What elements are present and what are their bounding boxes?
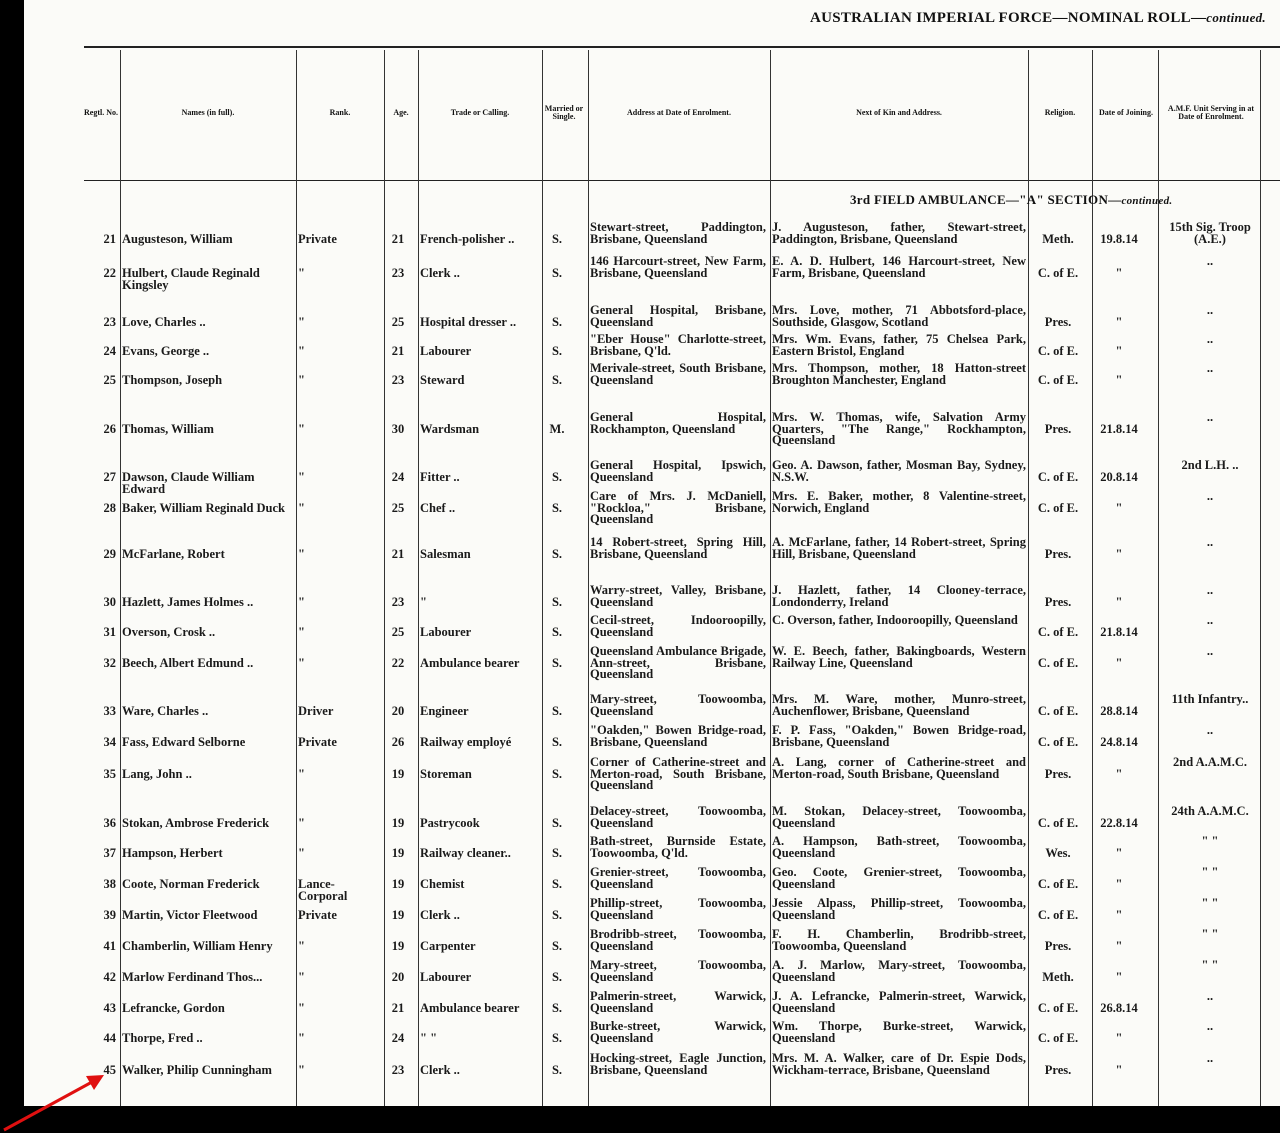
cell-address: Queensland Ambulance Brigade, Ann-street, Brisbane, Queensland xyxy=(590,644,766,681)
cell-date: 19.8.14 xyxy=(1100,232,1138,246)
cell-address: Care of Mrs. J. McDaniell, "Rockloa," Brisbane, Queensland xyxy=(590,489,766,526)
cell-ms: S. xyxy=(551,656,563,670)
cell-no: 37 xyxy=(103,846,116,860)
cell-trade: Fitter .. xyxy=(420,470,460,484)
cell-address: Phillip-street, Toowoomba, Queensland xyxy=(590,896,766,922)
cell-ms: S. xyxy=(551,373,563,387)
cell-address: Stewart-street, Paddington, Brisbane, Queensland xyxy=(590,220,766,246)
cell-address: Grenier-street, Toowoomba, Queensland xyxy=(590,865,766,891)
column-header: Names (in full). xyxy=(181,107,235,117)
cell-unit: " " xyxy=(1201,834,1219,848)
cell-no: 41 xyxy=(103,939,116,953)
section-title xyxy=(850,192,1172,208)
cell-rank: " xyxy=(298,422,305,436)
cell-date: 26.8.14 xyxy=(1100,1001,1138,1015)
cell-rank: " xyxy=(298,315,305,329)
cell-rank: " xyxy=(298,470,305,484)
cell-nok: Mrs. M. Ware, mother, Munro-street, Auchenflower, Brisbane, Queensland xyxy=(772,692,1026,718)
cell-nok: A. J. Marlow, Mary-street, Toowoomba, Queensland xyxy=(772,958,1026,984)
cell-date: " xyxy=(1115,547,1123,561)
cell-nok: A. Hampson, Bath-street, Toowoomba, Queensland xyxy=(772,834,1026,860)
cell-unit: 2nd A.A.M.C. xyxy=(1173,755,1247,769)
column-header: Age. xyxy=(393,107,409,117)
cell-age: 25 xyxy=(391,315,405,329)
cell-no: 25 xyxy=(103,373,116,387)
cell-date: " xyxy=(1115,877,1123,891)
cell-trade: Railway cleaner.. xyxy=(420,846,511,860)
cell-religion: C. of E. xyxy=(1037,470,1079,484)
cell-no: 36 xyxy=(103,816,116,830)
cell-no: 39 xyxy=(103,908,116,922)
cell-date: " xyxy=(1115,846,1123,860)
cell-ms: S. xyxy=(551,470,563,484)
cell-rank: " xyxy=(298,1031,305,1045)
cell-age: 23 xyxy=(391,595,405,609)
scan-left-margin xyxy=(0,0,24,1133)
cell-rank: " xyxy=(298,501,305,515)
cell-date: " xyxy=(1115,595,1123,609)
cell-unit: .. xyxy=(1206,644,1214,658)
column-rule xyxy=(384,50,385,1106)
cell-nok: E. A. D. Hulbert, 146 Harcourt-street, New Farm, Brisbane, Queensland xyxy=(772,254,1026,280)
cell-ms: S. xyxy=(551,767,563,781)
cell-name: Love, Charles .. xyxy=(122,315,206,329)
cell-name: Lang, John .. xyxy=(122,767,192,781)
cell-age: 23 xyxy=(391,1063,405,1077)
cell-unit: .. xyxy=(1206,254,1214,268)
cell-no: 31 xyxy=(103,625,116,639)
cell-unit: .. xyxy=(1206,535,1214,549)
cell-trade: Clerk .. xyxy=(420,266,460,280)
cell-no: 38 xyxy=(103,877,116,891)
column-rule xyxy=(542,50,543,1106)
cell-address: Burke-street, Warwick, Queensland xyxy=(590,1019,766,1045)
cell-unit: " " xyxy=(1201,865,1219,879)
cell-no: 45 xyxy=(103,1063,116,1077)
cell-religion: C. of E. xyxy=(1037,656,1079,670)
cell-ms: S. xyxy=(551,625,563,639)
cell-religion: Wes. xyxy=(1045,846,1071,860)
column-header: Trade or Calling. xyxy=(450,107,510,117)
cell-name: Overson, Crosk .. xyxy=(122,625,216,639)
cell-nok: Wm. Thorpe, Burke-street, Warwick, Queensland xyxy=(772,1019,1026,1045)
cell-rank: " xyxy=(298,625,305,639)
cell-rank: " xyxy=(298,970,305,984)
cell-unit: .. xyxy=(1206,303,1214,317)
cell-unit: .. xyxy=(1206,332,1214,346)
cell-age: 21 xyxy=(391,1001,405,1015)
cell-age: 19 xyxy=(391,816,405,830)
cell-nok: J. Augusteson, father, Stewart-street, Paddington, Brisbane, Queensland xyxy=(772,220,1026,246)
cell-trade: Storeman xyxy=(420,767,472,781)
cell-ms: S. xyxy=(551,595,563,609)
cell-nok: W. E. Beech, father, Bakingboards, Western Railway Line, Queensland xyxy=(772,644,1026,670)
cell-ms: M. xyxy=(549,422,565,436)
cell-address: Merivale-street, South Brisbane, Queensland xyxy=(590,361,766,387)
cell-address: General Hospital, Rockhampton, Queensland xyxy=(590,410,766,436)
cell-trade: Hospital dresser .. xyxy=(420,315,517,329)
cell-no: 26 xyxy=(103,422,116,436)
cell-ms: S. xyxy=(551,501,563,515)
cell-religion: Pres. xyxy=(1044,1063,1072,1077)
cell-unit: " " xyxy=(1201,896,1219,910)
cell-rank: " xyxy=(298,1063,305,1077)
column-rule xyxy=(1158,50,1159,1106)
cell-nok: F. P. Fass, "Oakden," Bowen Bridge-road, Brisbane, Queensland xyxy=(772,723,1026,749)
cell-trade: " " xyxy=(420,1031,438,1045)
column-rule xyxy=(1092,50,1093,1106)
cell-nok: Jessie Alpass, Phillip-street, Toowoomba, Queensland xyxy=(772,896,1026,922)
cell-unit: " " xyxy=(1201,927,1219,941)
cell-unit: 24th A.A.M.C. xyxy=(1171,804,1249,818)
cell-date: 20.8.14 xyxy=(1100,470,1138,484)
cell-nok: Mrs. M. A. Walker, care of Dr. Espie Dods, Wickham-terrace, Brisbane, Queensland xyxy=(772,1051,1026,1077)
cell-religion: Pres. xyxy=(1044,595,1072,609)
cell-address: Warry-street, Valley, Brisbane, Queensland xyxy=(590,583,766,609)
cell-name: Ware, Charles .. xyxy=(122,704,209,718)
cell-name: Marlow Ferdinand Thos... xyxy=(122,970,263,984)
cell-age: 19 xyxy=(391,767,405,781)
cell-name: Fass, Edward Selborne xyxy=(122,735,246,749)
cell-age: 21 xyxy=(391,232,405,246)
cell-religion: Pres. xyxy=(1044,767,1072,781)
cell-name: Baker, William Reginald Duck xyxy=(122,501,285,515)
column-rule xyxy=(770,50,771,1106)
cell-rank: Driver xyxy=(298,704,334,718)
cell-nok: Mrs. E. Baker, mother, 8 Valentine-street, Norwich, England xyxy=(772,489,1026,515)
column-rule xyxy=(418,50,419,1106)
cell-religion: C. of E. xyxy=(1037,735,1079,749)
cell-age: 25 xyxy=(391,501,405,515)
cell-nok: Mrs. Love, mother, 71 Abbotsford-place, Southside, Glasgow, Scotland xyxy=(772,303,1026,329)
cell-address: Cecil-street, Indooroopilly, Queensland xyxy=(590,613,766,639)
cell-address: General Hospital, Ipswich, Queensland xyxy=(590,458,766,484)
cell-trade: Labourer xyxy=(420,970,472,984)
cell-age: 19 xyxy=(391,877,405,891)
cell-address: Corner of Catherine-street and Merton-road, South Brisbane, Queensland xyxy=(590,755,766,792)
cell-address: 146 Harcourt-street, New Farm, Brisbane, Queensland xyxy=(590,254,766,280)
cell-address: Mary-street, Toowoomba, Queensland xyxy=(590,692,766,718)
cell-trade: Steward xyxy=(420,373,465,387)
cell-nok: J. A. Lefrancke, Palmerin-street, Warwick, Queensland xyxy=(772,989,1026,1015)
cell-nok: Mrs. W. Thomas, wife, Salvation Army Quarters, "The Range," Rockhampton, Queensland xyxy=(772,410,1026,447)
cell-unit: .. xyxy=(1206,361,1214,375)
column-header: Religion. xyxy=(1044,107,1076,117)
cell-ms: S. xyxy=(551,908,563,922)
cell-date: 21.8.14 xyxy=(1100,625,1138,639)
cell-no: 34 xyxy=(103,735,116,749)
red-arrow-icon xyxy=(0,1060,110,1133)
cell-religion: Pres. xyxy=(1044,315,1072,329)
cell-religion: C. of E. xyxy=(1037,266,1079,280)
cell-date: " xyxy=(1115,373,1123,387)
cell-date: 22.8.14 xyxy=(1100,816,1138,830)
cell-unit: 15th Sig. Troop (A.E.) xyxy=(1169,220,1251,246)
cell-no: 33 xyxy=(103,704,116,718)
cell-ms: S. xyxy=(551,1031,563,1045)
cell-trade: Labourer xyxy=(420,625,472,639)
scan-bottom-margin xyxy=(0,1106,1280,1133)
cell-age: 20 xyxy=(391,704,405,718)
cell-rank: " xyxy=(298,846,305,860)
cell-rank: Lance-Corporal xyxy=(298,877,348,903)
cell-date: 21.8.14 xyxy=(1100,422,1138,436)
running-head-text: AUSTRALIAN IMPERIAL FORCE—NOMINAL ROLL— xyxy=(809,10,1207,26)
cell-unit: .. xyxy=(1206,410,1214,424)
cell-rank: " xyxy=(298,816,305,830)
cell-date: " xyxy=(1115,344,1123,358)
cell-trade: " xyxy=(420,595,427,609)
header-bottom-rule xyxy=(84,180,1280,181)
cell-unit: .. xyxy=(1206,1019,1214,1033)
running-head-continued: continued. xyxy=(1206,10,1266,25)
cell-unit: " " xyxy=(1201,958,1219,972)
cell-age: 30 xyxy=(391,422,405,436)
cell-religion: Pres. xyxy=(1044,547,1072,561)
cell-ms: S. xyxy=(551,846,563,860)
cell-age: 19 xyxy=(391,939,405,953)
cell-unit: .. xyxy=(1206,989,1214,1003)
cell-religion: C. of E. xyxy=(1037,344,1079,358)
cell-religion: Meth. xyxy=(1042,970,1074,984)
cell-date: 28.8.14 xyxy=(1100,704,1138,718)
cell-name: Thomas, William xyxy=(122,422,214,436)
cell-age: 25 xyxy=(391,625,405,639)
cell-trade: Ambulance bearer xyxy=(420,1001,520,1015)
cell-no: 23 xyxy=(103,315,116,329)
cell-religion: C. of E. xyxy=(1037,816,1079,830)
cell-name: Hulbert, Claude Reginald Kingsley xyxy=(122,266,260,292)
cell-religion: C. of E. xyxy=(1037,877,1079,891)
cell-age: 21 xyxy=(391,344,405,358)
cell-unit: .. xyxy=(1206,1051,1214,1065)
cell-unit: .. xyxy=(1206,613,1214,627)
cell-address: Bath-street, Burnside Estate, Toowoomba, Q'ld. xyxy=(590,834,766,860)
cell-ms: S. xyxy=(551,344,563,358)
cell-rank: Private xyxy=(298,908,337,922)
cell-no: 30 xyxy=(103,595,116,609)
cell-trade: Clerk .. xyxy=(420,908,460,922)
cell-no: 44 xyxy=(103,1031,116,1045)
cell-name: Thompson, Joseph xyxy=(122,373,223,387)
cell-date: " xyxy=(1115,315,1123,329)
cell-rank: " xyxy=(298,266,305,280)
cell-nok: A. McFarlane, father, 14 Robert-street, Spring Hill, Brisbane, Queensland xyxy=(772,535,1026,561)
cell-religion: C. of E. xyxy=(1037,501,1079,515)
table-top-rule xyxy=(84,46,1280,48)
column-header: Date of Joining. xyxy=(1099,107,1153,117)
column-header: Regtl. No. xyxy=(84,107,118,117)
column-header: Next of Kin and Address. xyxy=(856,107,942,117)
cell-age: 24 xyxy=(391,1031,405,1045)
cell-name: Martin, Victor Fleetwood xyxy=(122,908,258,922)
cell-age: 24 xyxy=(391,470,405,484)
cell-name: Chamberlin, William Henry xyxy=(122,939,273,953)
cell-nok: A. Lang, corner of Catherine-street and Merton-road, South Brisbane, Queensland xyxy=(772,755,1026,781)
cell-nok: J. Hazlett, father, 14 Clooney-terrace, Londonderry, Ireland xyxy=(772,583,1026,609)
cell-ms: S. xyxy=(551,315,563,329)
cell-religion: C. of E. xyxy=(1037,625,1079,639)
cell-rank: Private xyxy=(298,735,337,749)
document-page xyxy=(24,0,1280,1106)
cell-rank: Private xyxy=(298,232,337,246)
cell-name: Walker, Philip Cunningham xyxy=(122,1063,272,1077)
cell-trade: French-polisher .. xyxy=(420,232,515,246)
cell-no: 42 xyxy=(103,970,116,984)
cell-age: 19 xyxy=(391,846,405,860)
cell-religion: Meth. xyxy=(1042,232,1074,246)
cell-name: Evans, George .. xyxy=(122,344,210,358)
cell-ms: S. xyxy=(551,704,563,718)
cell-no: 35 xyxy=(103,767,116,781)
cell-rank: " xyxy=(298,939,305,953)
cell-address: 14 Robert-street, Spring Hill, Brisbane, Queensland xyxy=(590,535,766,561)
cell-trade: Salesman xyxy=(420,547,471,561)
cell-age: 26 xyxy=(391,735,405,749)
cell-unit: .. xyxy=(1206,583,1214,597)
cell-ms: S. xyxy=(551,1063,563,1077)
cell-trade: Ambulance bearer xyxy=(420,656,520,670)
cell-unit: 2nd L.H. .. xyxy=(1181,458,1239,472)
cell-age: 22 xyxy=(391,656,405,670)
cell-nok: F. H. Chamberlin, Brodribb-street, Toowoomba, Queensland xyxy=(772,927,1026,953)
cell-religion: Pres. xyxy=(1044,939,1072,953)
cell-name: McFarlane, Robert xyxy=(122,547,225,561)
cell-ms: S. xyxy=(551,1001,563,1015)
cell-date: " xyxy=(1115,1063,1123,1077)
cell-date: 24.8.14 xyxy=(1100,735,1138,749)
cell-trade: Clerk .. xyxy=(420,1063,460,1077)
cell-name: Hampson, Herbert xyxy=(122,846,223,860)
section-title-continued: continued. xyxy=(1121,195,1173,207)
cell-rank: " xyxy=(298,767,305,781)
cell-rank: " xyxy=(298,595,305,609)
cell-date: " xyxy=(1115,939,1123,953)
cell-trade: Pastrycook xyxy=(420,816,480,830)
cell-date: " xyxy=(1115,656,1123,670)
cell-religion: C. of E. xyxy=(1037,908,1079,922)
cell-no: 27 xyxy=(103,470,116,484)
cell-rank: " xyxy=(298,373,305,387)
cell-trade: Engineer xyxy=(420,704,469,718)
cell-name: Stokan, Ambrose Frederick xyxy=(122,816,270,830)
cell-age: 23 xyxy=(391,373,405,387)
cell-age: 21 xyxy=(391,547,405,561)
cell-age: 23 xyxy=(391,266,405,280)
cell-nok: M. Stokan, Delacey-street, Toowoomba, Queensland xyxy=(772,804,1026,830)
cell-religion: C. of E. xyxy=(1037,1031,1079,1045)
cell-ms: S. xyxy=(551,547,563,561)
cell-nok: C. Overson, father, Indooroopilly, Queensland xyxy=(772,613,1018,627)
cell-unit: .. xyxy=(1206,723,1214,737)
cell-ms: S. xyxy=(551,877,563,891)
cell-name: Thorpe, Fred .. xyxy=(122,1031,203,1045)
cell-no: 28 xyxy=(103,501,116,515)
cell-rank: " xyxy=(298,1001,305,1015)
cell-no: 24 xyxy=(103,344,116,358)
cell-no: 32 xyxy=(103,656,116,670)
cell-trade: Chef .. xyxy=(420,501,456,515)
cell-address: Brodribb-street, Toowoomba, Queensland xyxy=(590,927,766,953)
cell-address: Mary-street, Toowoomba, Queensland xyxy=(590,958,766,984)
cell-date: " xyxy=(1115,501,1123,515)
column-header: Address at Date of Enrolment. xyxy=(627,107,731,117)
cell-rank: " xyxy=(298,547,305,561)
cell-religion: C. of E. xyxy=(1037,1001,1079,1015)
cell-religion: C. of E. xyxy=(1037,704,1079,718)
cell-ms: S. xyxy=(551,735,563,749)
column-rule xyxy=(588,50,589,1106)
cell-unit: .. xyxy=(1206,489,1214,503)
cell-age: 20 xyxy=(391,970,405,984)
cell-date: " xyxy=(1115,970,1123,984)
cell-no: 29 xyxy=(103,547,116,561)
running-head xyxy=(810,10,1266,27)
cell-address: "Oakden," Bowen Bridge-road, Brisbane, Queensland xyxy=(590,723,766,749)
cell-ms: S. xyxy=(551,939,563,953)
cell-date: " xyxy=(1115,1031,1123,1045)
cell-date: " xyxy=(1115,767,1123,781)
cell-ms: S. xyxy=(551,232,563,246)
cell-name: Hazlett, James Holmes .. xyxy=(122,595,254,609)
cell-religion: C. of E. xyxy=(1037,373,1079,387)
column-header: Married or Single. xyxy=(544,103,584,121)
cell-nok: Geo. Coote, Grenier-street, Toowoomba, Queensland xyxy=(772,865,1026,891)
cell-nok: Mrs. Wm. Evans, father, 75 Chelsea Park, Eastern Bristol, England xyxy=(772,332,1026,358)
cell-no: 21 xyxy=(103,232,116,246)
cell-address: "Eber House" Charlotte-street, Brisbane, Q'ld. xyxy=(590,332,766,358)
cell-name: Beech, Albert Edmund .. xyxy=(122,656,254,670)
cell-trade: Carpenter xyxy=(420,939,476,953)
cell-no: 43 xyxy=(103,1001,116,1015)
cell-ms: S. xyxy=(551,816,563,830)
cell-trade: Railway employé xyxy=(420,735,512,749)
cell-unit: 11th Infantry.. xyxy=(1171,692,1249,706)
cell-address: Hocking-street, Eagle Junction, Brisbane, Queensland xyxy=(590,1051,766,1077)
cell-date: " xyxy=(1115,266,1123,280)
column-rule xyxy=(296,50,297,1106)
cell-age: 19 xyxy=(391,908,405,922)
cell-no: 22 xyxy=(103,266,116,280)
column-header: Rank. xyxy=(329,107,351,117)
cell-trade: Labourer xyxy=(420,344,472,358)
section-title-text: 3rd FIELD AMBULANCE—"A" SECTION— xyxy=(850,192,1122,207)
cell-name: Lefrancke, Gordon xyxy=(122,1001,225,1015)
cell-trade: Chemist xyxy=(420,877,465,891)
cell-nok: Mrs. Thompson, mother, 18 Hatton-street Broughton Manchester, England xyxy=(772,361,1026,387)
cell-name: Dawson, Claude William Edward xyxy=(122,470,255,496)
cell-name: Augusteson, William xyxy=(122,232,233,246)
cell-rank: " xyxy=(298,656,305,670)
cell-name: Coote, Norman Frederick xyxy=(122,877,260,891)
column-rule xyxy=(1028,50,1029,1106)
cell-address: General Hospital, Brisbane, Queensland xyxy=(590,303,766,329)
cell-address: Delacey-street, Toowoomba, Queensland xyxy=(590,804,766,830)
cell-nok: Geo. A. Dawson, father, Mosman Bay, Sydney, N.S.W. xyxy=(772,458,1026,484)
column-rule xyxy=(1260,50,1261,1106)
cell-address: Palmerin-street, Warwick, Queensland xyxy=(590,989,766,1015)
cell-ms: S. xyxy=(551,970,563,984)
cell-date: " xyxy=(1115,908,1123,922)
cell-ms: S. xyxy=(551,266,563,280)
column-rule xyxy=(120,50,121,1106)
cell-religion: Pres. xyxy=(1044,422,1072,436)
column-header: A.M.F. Unit Serving in at Date of Enrolment. xyxy=(1167,103,1255,121)
cell-trade: Wardsman xyxy=(420,422,480,436)
cell-rank: " xyxy=(298,344,305,358)
